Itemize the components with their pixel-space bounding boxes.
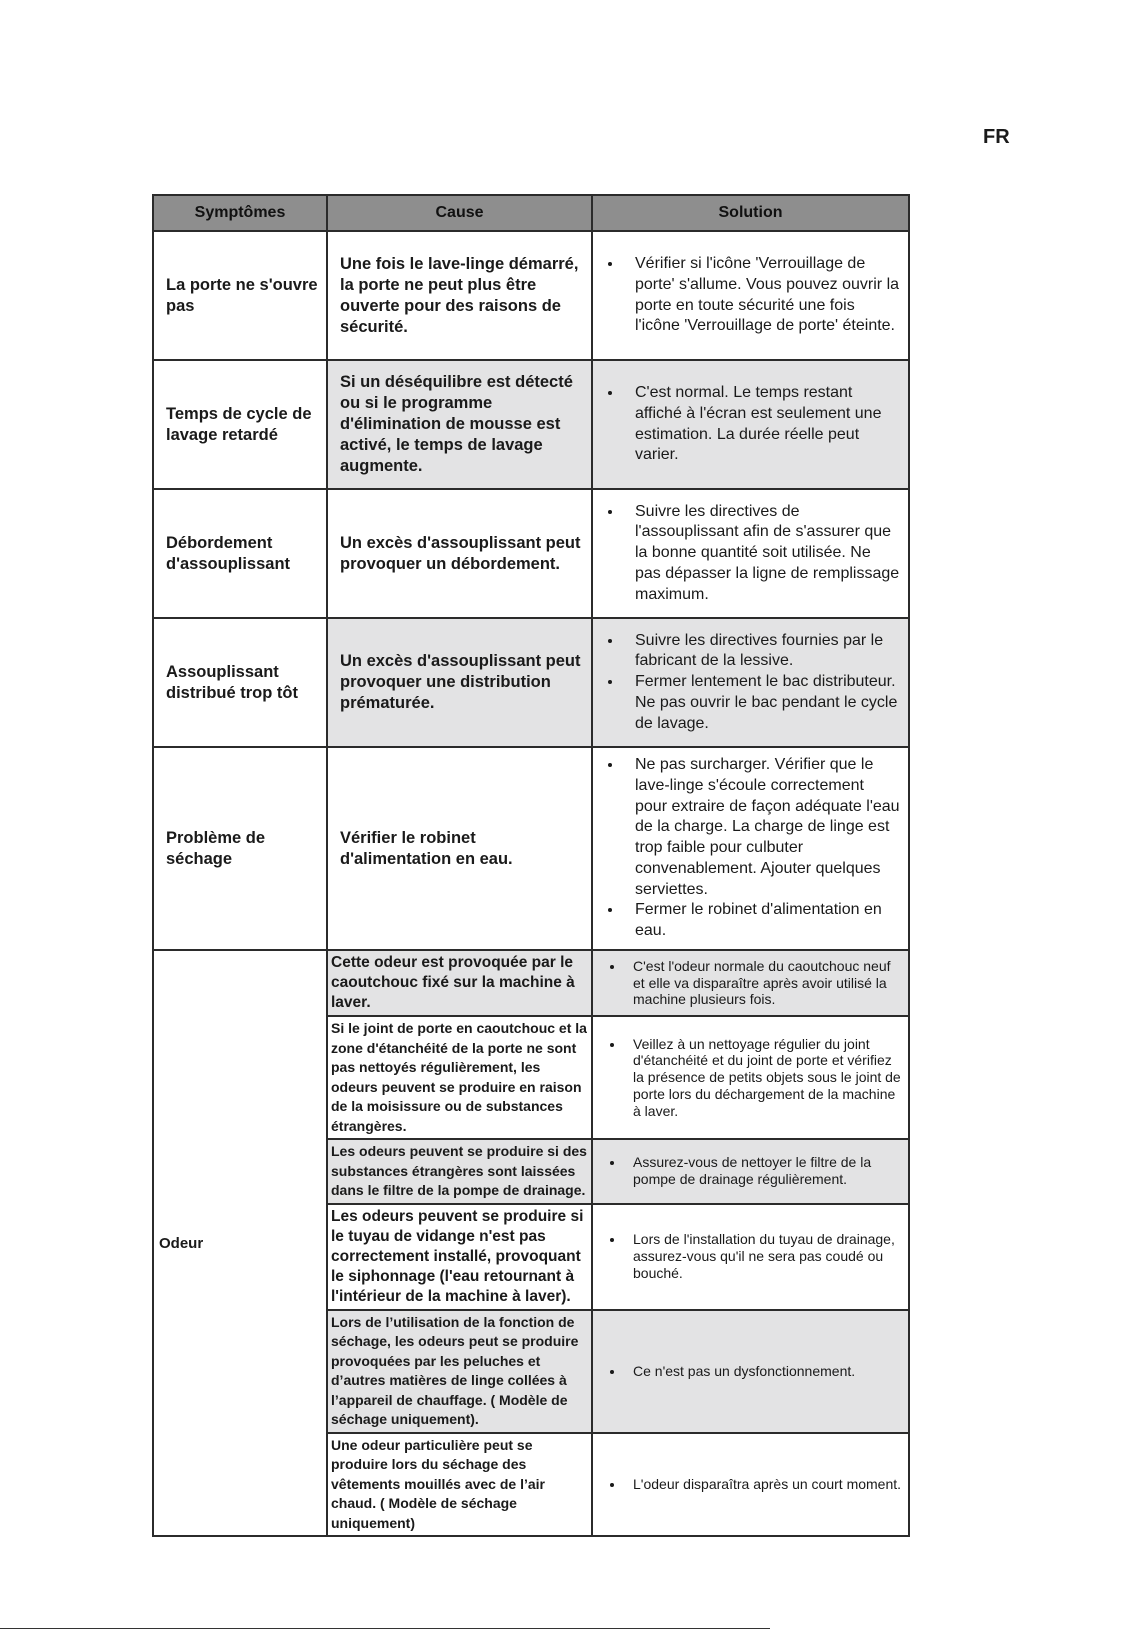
cause-cell: Cette odeur est provoquée par le caoutchouc fixé sur la machine à laver. — [327, 950, 592, 1016]
table-row — [153, 618, 909, 747]
cause-cell: Un excès d'assouplissant peut provoquer un débordement. — [327, 489, 592, 618]
cause-cell: Une fois le lave-linge démarré, la porte ne peut plus être ouverte pour des raisons de sécurité. — [327, 231, 592, 360]
solution-cell — [592, 360, 909, 489]
table-header-row — [153, 195, 909, 231]
solution-item: • Fermer lentement le bac distributeur. Ne pas ouvrir le bac pendant le cycle de lavage. — [623, 672, 900, 734]
solution-item: • Veillez à un nettoyage régulier du joint d'étanchéité et du joint de porte et vérifiez la présence de petits objets sous le joint de porte lors du déchargement de la machine à laver. — [625, 1036, 904, 1120]
table-row — [153, 360, 909, 489]
cause-cell: Un excès d'assouplissant peut provoquer une distribution prématurée. — [327, 618, 592, 747]
solution-item: • Ne pas surcharger. Vérifier que le lave-linge s'écoule correctement pour extraire de façon adéquate l'eau de la charge. La charge de linge est trop faible pour culbuter convenablement. Ajouter quelques serviettes. — [623, 755, 900, 901]
table-row — [153, 950, 909, 1016]
solution-item: • C'est normal. Le temps restant affiché à l'écran est seulement une estimation. La durée réelle peut varier. — [623, 383, 900, 466]
symptom-cell: Débordement d'assouplissant — [153, 489, 327, 618]
table-row — [153, 747, 909, 950]
cause-cell: Les odeurs peuvent se produire si le tuyau de vidange n'est pas correctement installé, provoquant le siphonnage (l'eau retournant à l'intérieur de la machine à laver). — [327, 1204, 592, 1310]
solution-item: • Suivre les directives fournies par le fabricant de la lessive. — [623, 631, 900, 673]
header-symptoms: Symptômes — [153, 195, 327, 231]
solution-item: • Ce n'est pas un dysfonctionnement. — [625, 1363, 904, 1380]
solution-cell — [592, 1139, 909, 1204]
table-row — [153, 231, 909, 360]
solution-cell — [592, 1310, 909, 1433]
solution-item: • Lors de l'installation du tuyau de drainage, assurez-vous qu'il ne sera pas coudé ou bouché. — [625, 1231, 904, 1281]
solution-item: • Fermer le robinet d'alimentation en eau. — [623, 900, 900, 942]
header-solution: Solution — [592, 195, 909, 231]
cause-cell: Vérifier le robinet d'alimentation en eau. — [327, 747, 592, 950]
solution-cell — [592, 747, 909, 950]
solution-cell — [592, 489, 909, 618]
solution-cell — [592, 1433, 909, 1537]
solution-item: • Suivre les directives de l'assouplissant afin de s'assurer que la bonne quantité soit utilisée. Ne pas dépasser la ligne de remplissage maximum. — [623, 502, 900, 606]
cause-cell: Une odeur particulière peut se produire lors du séchage des vêtements mouillés avec de l’air chaud. ( Modèle de séchage uniquement) — [327, 1433, 592, 1537]
solution-cell — [592, 950, 909, 1016]
solution-item: • L'odeur disparaîtra après un court moment. — [625, 1476, 904, 1493]
header-cause: Cause — [327, 195, 592, 231]
solution-cell — [592, 1204, 909, 1310]
symptom-cell: Problème de séchage — [153, 747, 327, 950]
language-label: FR — [983, 126, 1010, 148]
solution-cell — [592, 1016, 909, 1139]
cause-cell: Si le joint de porte en caoutchouc et la zone d'étanchéité de la porte ne sont pas nettoyés régulièrement, les odeurs peuvent se produire en raison de la moisissure ou de substances étrangères. — [327, 1016, 592, 1139]
cause-cell: Si un déséquilibre est détecté ou si le programme d'élimination de mousse est activé, le temps de lavage augmente. — [327, 360, 592, 489]
symptom-cell: Assouplissant distribué trop tôt — [153, 618, 327, 747]
troubleshooting-table — [152, 194, 910, 1537]
footer-rule — [0, 1628, 770, 1629]
cause-cell: Lors de l’utilisation de la fonction de séchage, les odeurs peut se produire provoquées par les peluches et d’autres matières de linge collées à l’appareil de chauffage. ( Modèle de séchage uniquement). — [327, 1310, 592, 1433]
symptom-cell-odeur: Odeur — [153, 950, 327, 1536]
symptom-cell: Temps de cycle de lavage retardé — [153, 360, 327, 489]
solution-item: • Vérifier si l'icône 'Verrouillage de porte' s'allume. Vous pouvez ouvrir la porte en toute sécurité une fois l'icône 'Verrouillage de porte' éteinte. — [623, 254, 900, 337]
table-row — [153, 489, 909, 618]
solution-item: • C'est l'odeur normale du caoutchouc neuf et elle va disparaître après avoir utilisé la machine plusieurs fois. — [625, 958, 904, 1008]
solution-cell — [592, 231, 909, 360]
symptom-cell: La porte ne s'ouvre pas — [153, 231, 327, 360]
cause-cell: Les odeurs peuvent se produire si des substances étrangères sont laissées dans le filtre de la pompe de drainage. — [327, 1139, 592, 1204]
solution-cell — [592, 618, 909, 747]
solution-item: • Assurez-vous de nettoyer le filtre de la pompe de drainage régulièrement. — [625, 1154, 904, 1188]
